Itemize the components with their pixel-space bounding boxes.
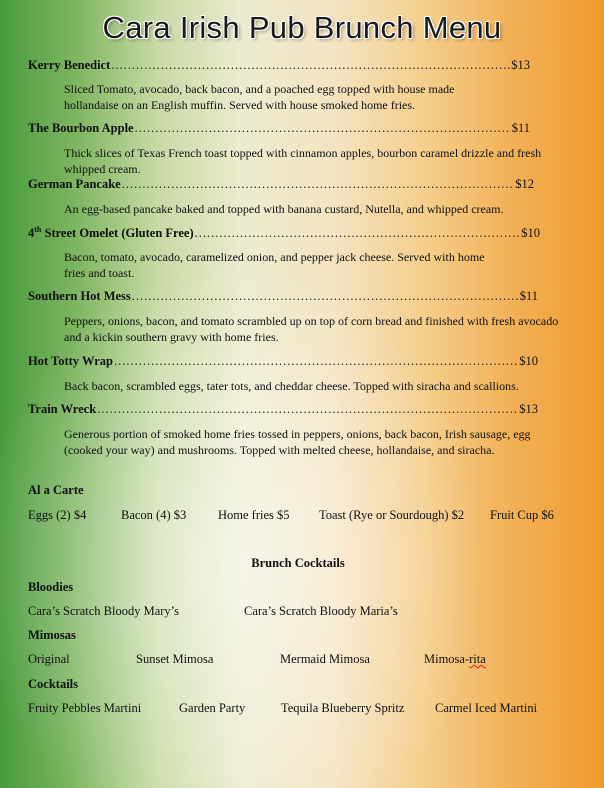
cocktail-item: Carmel Iced Martini <box>435 701 538 715</box>
dot-leader <box>135 121 511 136</box>
ala-carte-item: Toast (Rye or Sourdough) $2 <box>319 508 465 522</box>
item-name: Train Wreck <box>28 402 97 416</box>
item-description: Back bacon, scrambled eggs, tater tots, and cheddar cheese. Topped with siracha and scallions. <box>64 379 519 393</box>
item-price: $13 <box>519 402 538 416</box>
cocktail-item: Fruity Pebbles Martini <box>28 701 142 715</box>
cocktail-item: Mimosa-rita <box>424 652 486 666</box>
dot-leader <box>122 177 515 192</box>
ala-carte-item: Fruit Cup $6 <box>490 508 554 522</box>
ala-carte-heading: Al a Carte <box>28 483 84 497</box>
item-description: Generous portion of smoked home fries tossed in peppers, onions, back bacon, Irish sausage, egg (cooked your way) and mushrooms. Topped with melted cheese, hollandaise, and siracha. <box>64 427 531 457</box>
menu-item-hot-totty-wrap <box>28 354 538 369</box>
ala-carte-item: Home fries $5 <box>218 508 290 522</box>
cocktail-item: Cara’s Scratch Bloody Maria’s <box>244 604 398 618</box>
item-name: German Pancake <box>28 177 121 191</box>
item-description: Thick slices of Texas French toast topped with cinnamon apples, bourbon caramel drizzle and fresh whipped cream. <box>64 146 542 176</box>
item-name: Southern Hot Mess <box>28 289 131 303</box>
menu-title: Cara Irish Pub Brunch Menu <box>102 10 502 45</box>
cocktail-item: Cara’s Scratch Bloody Mary’s <box>28 604 180 618</box>
item-name: Hot Totty Wrap <box>28 354 113 368</box>
bloodies-heading: Bloodies <box>28 580 74 594</box>
item-description: Peppers, onions, bacon, and tomato scrambled up on top of corn bread and finished with fresh avocado and a kickin southern gravy with home fries. <box>64 314 559 344</box>
menu-item-german-pancake <box>28 177 534 192</box>
item-price: $13 <box>511 58 530 72</box>
ala-carte-item: Eggs (2) $4 <box>28 508 87 522</box>
item-description: Sliced Tomato, avocado, back bacon, and a poached egg topped with house made hollandaise on an English muffin. Served with house smoked home fries. <box>64 82 455 112</box>
item-name: 4th Street Omelet (Gluten Free) <box>28 225 194 241</box>
item-price: $10 <box>519 354 538 368</box>
menu-item-kerry-benedict <box>28 58 530 73</box>
menu-item-bourbon-apple <box>28 121 530 136</box>
menu-item-train-wreck <box>28 402 538 417</box>
item-description: An egg-based pancake baked and topped with banana custard, Nutella, and whipped cream. <box>64 202 504 216</box>
item-price: $11 <box>511 121 530 135</box>
item-price: $11 <box>519 289 538 303</box>
dot-leader <box>97 402 518 417</box>
cocktail-item: Garden Party <box>179 701 246 715</box>
item-name: Kerry Benedict <box>28 58 111 72</box>
cocktails-subheading: Cocktails <box>28 677 78 691</box>
cocktail-item: Mermaid Mimosa <box>280 652 370 666</box>
mimosas-heading: Mimosas <box>28 628 76 642</box>
dot-leader <box>111 58 510 73</box>
ala-carte-item: Bacon (4) $3 <box>121 508 187 522</box>
item-price: $12 <box>515 177 534 191</box>
menu-item-southern-hot-mess <box>28 289 538 304</box>
item-name: The Bourbon Apple <box>28 121 134 135</box>
dot-leader <box>195 226 521 241</box>
menu-item-4th-street-omelet <box>28 225 540 241</box>
item-description: Bacon, tomato, avocado, caramelized onion, and pepper jack cheese. Served with home fries and toast. <box>64 250 485 280</box>
cocktails-heading: Brunch Cocktails <box>251 556 345 570</box>
cocktail-item: Original <box>28 652 70 666</box>
cocktail-item: Sunset Mimosa <box>136 652 214 666</box>
cocktail-item: Tequila Blueberry Spritz <box>281 701 405 715</box>
dot-leader <box>114 354 518 369</box>
item-price: $10 <box>521 226 540 241</box>
dot-leader <box>132 289 519 304</box>
